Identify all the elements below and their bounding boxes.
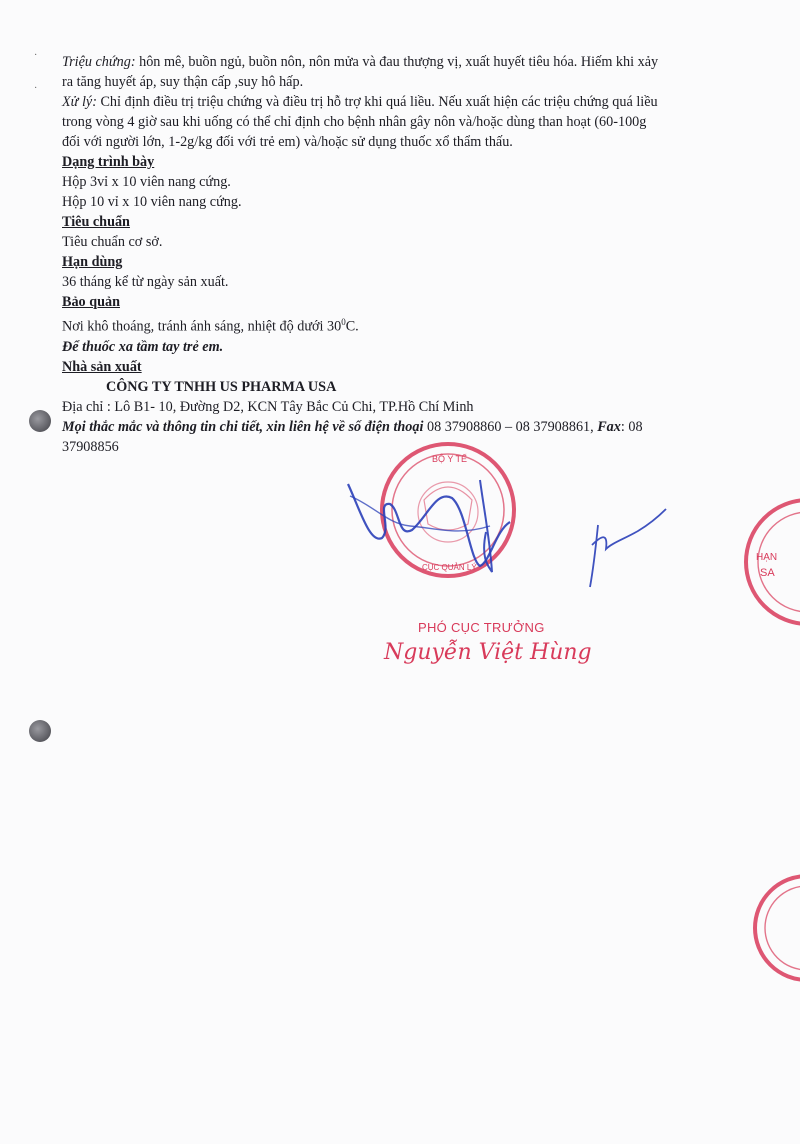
svg-text:CỤC QUẢN LÝ: CỤC QUẢN LÝ [422,563,477,572]
company-address: Địa chỉ : Lô B1- 10, Đường D2, KCN Tây Bắc Củ Chi, TP.Hồ Chí Minh [62,398,474,415]
symptoms-text: hôn mê, buồn ngủ, buồn nôn, nôn mửa và đau thượng vị, xuất huyết tiêu hóa. Hiếm khi xảy [135,54,659,70]
symptoms-line-2: ra tăng huyết áp, suy thận cấp ,suy hô hấp. [62,74,304,90]
presentation-item-1: Hộp 3vỉ x 10 viên nang cứng. [62,174,231,190]
storage-condition: Nơi khô thoáng, tránh ánh sáng, nhiệt độ dưới 30 [62,318,342,335]
margin-mark: · · [34,50,38,94]
approver-name: Nguyễn Việt Hùng [384,640,592,665]
expiry-text: 36 tháng kể từ ngày sản xuất. [62,274,229,290]
treatment-text: Chỉ định điều trị triệu chứng và điều trị hỗ trợ khi quá liều. Nếu xuất hiện các triệu chứng quá liều [96,94,658,110]
standard-heading: Tiêu chuẩn [62,214,130,230]
presentation-heading: Dạng trình bày [62,154,155,170]
punch-hole-top [29,410,51,432]
contact-phones: 08 37908860 – 08 37908861, [423,418,598,435]
initials-signature [578,505,668,590]
fax-number: : 08 [620,418,643,435]
svg-text:HẠN: HẠN [756,552,778,563]
expiry-heading: Hạn dùng [62,254,123,270]
contact-label: Mọi thắc mắc và thông tin chi tiết, xin liên hệ về số điện thoại [62,418,424,435]
svg-text:SA: SA [760,567,775,579]
partial-stamp-right-bottom [745,868,800,988]
degree-superscript: 0 [341,317,346,327]
storage-warning: Để thuốc xa tầm tay trẻ em. [62,338,224,355]
storage-heading: Bảo quản [62,294,120,310]
partial-stamp-right-top [740,492,800,632]
treatment-line [62,92,752,112]
treatment-line-2: trong vòng 4 giờ sau khi uống có thể chỉ định cho bệnh nhân gây nôn và/hoặc dùng than hoạt (60-100g [62,114,647,130]
company-name: CÔNG TY TNHH US PHARMA USA [106,378,337,395]
fax-label: Fax [597,418,621,435]
degree-unit: C. [345,318,359,335]
symptoms-label: Triệu chứng: [62,54,136,70]
treatment-line-3: đối với người lớn, 1-2g/kg đối với trẻ em) và/hoặc sử dụng thuốc xổ thẩm thấu. [62,134,513,150]
fax-number-2: 37908856 [62,438,119,455]
standard-text: Tiêu chuẩn cơ sở. [62,234,163,250]
approver-title: PHÓ CỤC TRƯỞNG [418,620,545,635]
svg-text:BỘ Y TẾ: BỘ Y TẾ [432,454,468,464]
punch-hole-bottom [29,720,51,742]
storage-text [62,312,752,337]
document-body [62,52,752,457]
presentation-item-2: Hộp 10 vỉ x 10 viên nang cứng. [62,194,242,210]
treatment-label: Xử lý: [62,94,97,110]
contact-line [62,417,752,437]
manufacturer-heading: Nhà sản xuất [62,358,142,375]
symptoms-line [62,52,752,72]
